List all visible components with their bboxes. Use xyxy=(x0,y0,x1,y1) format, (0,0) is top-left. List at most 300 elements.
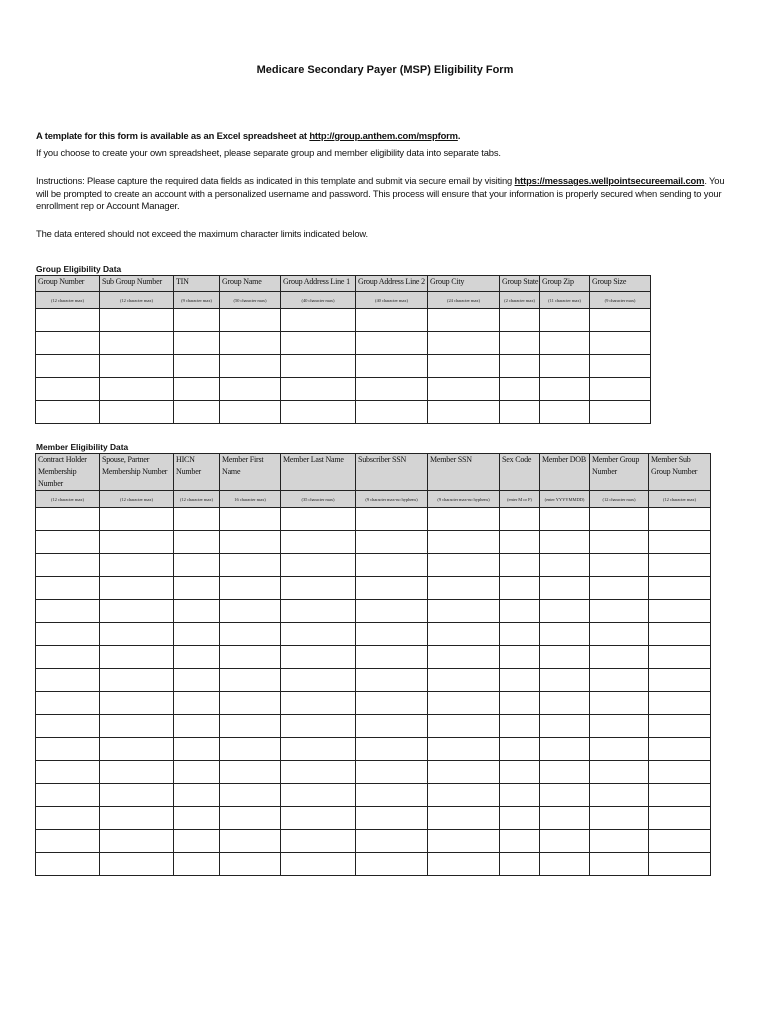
member-entry-cell[interactable] xyxy=(590,738,649,761)
member-entry-cell[interactable] xyxy=(540,531,590,554)
form-title: Medicare Secondary Payer (MSP) Eligibility Form xyxy=(256,64,514,76)
group-entry-cell[interactable] xyxy=(540,355,590,378)
member-entry-cell[interactable] xyxy=(220,646,281,669)
member-entry-cell[interactable] xyxy=(220,531,281,554)
member-entry-cell[interactable] xyxy=(281,669,356,692)
member-column-header: Sex Code xyxy=(500,454,540,491)
member-entry-cell[interactable] xyxy=(500,784,540,807)
group-entry-cell[interactable] xyxy=(281,401,356,424)
member-entry-cell[interactable] xyxy=(428,646,500,669)
member-entry-cell[interactable] xyxy=(36,853,100,876)
member-entry-cell[interactable] xyxy=(356,692,428,715)
member-entry-cell[interactable] xyxy=(540,807,590,830)
group-column-limit: (12 character max) xyxy=(36,292,100,309)
member-entry-cell[interactable] xyxy=(281,761,356,784)
member-table-row xyxy=(36,715,711,738)
member-column-limit: (12 character max) xyxy=(590,491,649,508)
group-column-header: Group City xyxy=(428,276,500,292)
member-entry-cell[interactable] xyxy=(36,669,100,692)
member-table-row xyxy=(36,646,711,669)
member-entry-cell[interactable] xyxy=(174,761,220,784)
group-column-header: Sub Group Number xyxy=(100,276,174,292)
member-entry-cell[interactable] xyxy=(220,715,281,738)
template-text: A template for this form is available as an Excel spreadsheet at xyxy=(36,130,310,141)
member-column-header: Subscriber SSN xyxy=(356,454,428,491)
group-entry-cell[interactable] xyxy=(590,332,651,355)
member-entry-cell[interactable] xyxy=(36,807,100,830)
group-table-row xyxy=(36,355,651,378)
member-entry-cell[interactable] xyxy=(281,830,356,853)
group-entry-cell[interactable] xyxy=(220,355,281,378)
group-table-row xyxy=(36,332,651,355)
member-table-row xyxy=(36,807,711,830)
group-entry-cell[interactable] xyxy=(220,309,281,332)
member-entry-cell[interactable] xyxy=(590,807,649,830)
group-entry-cell[interactable] xyxy=(590,355,651,378)
member-entry-cell[interactable] xyxy=(649,554,711,577)
member-entry-cell[interactable] xyxy=(590,715,649,738)
group-entry-cell[interactable] xyxy=(590,401,651,424)
member-entry-cell[interactable] xyxy=(174,623,220,646)
member-entry-cell[interactable] xyxy=(500,577,540,600)
group-entry-cell[interactable] xyxy=(100,332,174,355)
member-entry-cell[interactable] xyxy=(590,600,649,623)
member-entry-cell[interactable] xyxy=(220,600,281,623)
member-table-row xyxy=(36,830,711,853)
group-column-header: Group Address Line 2 xyxy=(356,276,428,292)
member-entry-cell[interactable] xyxy=(220,807,281,830)
member-entry-cell[interactable] xyxy=(428,807,500,830)
member-entry-cell[interactable] xyxy=(220,761,281,784)
group-column-limit: (2 character max) xyxy=(500,292,540,309)
member-table-row xyxy=(36,600,711,623)
group-entry-cell[interactable] xyxy=(540,332,590,355)
member-entry-cell[interactable] xyxy=(500,761,540,784)
member-entry-cell[interactable] xyxy=(590,554,649,577)
group-entry-cell[interactable] xyxy=(356,309,428,332)
member-entry-cell[interactable] xyxy=(649,784,711,807)
member-table-row xyxy=(36,554,711,577)
member-entry-cell[interactable] xyxy=(540,761,590,784)
member-entry-cell[interactable] xyxy=(281,623,356,646)
member-entry-cell[interactable] xyxy=(356,669,428,692)
group-entry-cell[interactable] xyxy=(540,378,590,401)
member-entry-cell[interactable] xyxy=(540,669,590,692)
group-entry-cell[interactable] xyxy=(36,378,100,401)
member-entry-cell[interactable] xyxy=(540,508,590,531)
group-entry-cell[interactable] xyxy=(100,378,174,401)
member-column-header: Member Group Number xyxy=(590,454,649,491)
member-column-limit: (enter M or F) xyxy=(500,491,540,508)
member-entry-cell[interactable] xyxy=(540,554,590,577)
member-entry-cell[interactable] xyxy=(649,669,711,692)
member-entry-cell[interactable] xyxy=(220,554,281,577)
member-entry-cell[interactable] xyxy=(500,738,540,761)
group-entry-cell[interactable] xyxy=(428,355,500,378)
group-entry-cell[interactable] xyxy=(281,332,356,355)
group-entry-cell[interactable] xyxy=(356,355,428,378)
template-link[interactable]: http://group.anthem.com/mspform xyxy=(309,130,458,141)
member-entry-cell[interactable] xyxy=(590,830,649,853)
group-entry-cell[interactable] xyxy=(100,401,174,424)
group-entry-cell[interactable] xyxy=(500,378,540,401)
group-entry-cell[interactable] xyxy=(540,309,590,332)
member-entry-cell[interactable] xyxy=(281,807,356,830)
member-column-limit: (12 character max) xyxy=(174,491,220,508)
member-entry-cell[interactable] xyxy=(174,692,220,715)
member-entry-cell[interactable] xyxy=(174,715,220,738)
member-entry-cell[interactable] xyxy=(590,531,649,554)
member-entry-cell[interactable] xyxy=(428,692,500,715)
member-entry-cell[interactable] xyxy=(649,738,711,761)
member-entry-cell[interactable] xyxy=(590,646,649,669)
member-entry-cell[interactable] xyxy=(500,646,540,669)
member-entry-cell[interactable] xyxy=(590,508,649,531)
group-column-header: Group State xyxy=(500,276,540,292)
member-entry-cell[interactable] xyxy=(356,761,428,784)
group-entry-cell[interactable] xyxy=(174,332,220,355)
member-entry-cell[interactable] xyxy=(649,531,711,554)
member-entry-cell[interactable] xyxy=(36,761,100,784)
member-entry-cell[interactable] xyxy=(428,853,500,876)
member-column-header: Member Last Name xyxy=(281,454,356,491)
group-entry-cell[interactable] xyxy=(590,378,651,401)
member-entry-cell[interactable] xyxy=(540,623,590,646)
member-entry-cell[interactable] xyxy=(281,577,356,600)
group-column-limit: (9 character max) xyxy=(590,292,651,309)
member-entry-cell[interactable] xyxy=(281,853,356,876)
template-note xyxy=(36,130,736,143)
group-column-header: Group Address Line 1 xyxy=(281,276,356,292)
member-entry-cell[interactable] xyxy=(281,692,356,715)
member-table-row xyxy=(36,531,711,554)
member-entry-cell[interactable] xyxy=(174,646,220,669)
member-entry-cell[interactable] xyxy=(590,853,649,876)
instructions-text-b: . You will be prompted to create an account with a personalized username and password. This process will ensure that your information is properly secured when sending to your enrollment rep or Account Manager. xyxy=(36,175,725,211)
member-entry-cell[interactable] xyxy=(500,669,540,692)
member-column-header: HICN Number xyxy=(174,454,220,491)
member-entry-cell[interactable] xyxy=(36,784,100,807)
group-entry-cell[interactable] xyxy=(356,332,428,355)
member-entry-cell[interactable] xyxy=(356,853,428,876)
group-header-row xyxy=(36,276,651,292)
member-entry-cell[interactable] xyxy=(500,623,540,646)
member-entry-cell[interactable] xyxy=(100,692,174,715)
member-entry-cell[interactable] xyxy=(590,784,649,807)
member-entry-cell[interactable] xyxy=(649,577,711,600)
group-entry-cell[interactable] xyxy=(590,309,651,332)
member-entry-cell[interactable] xyxy=(100,738,174,761)
member-column-header: Member SSN xyxy=(428,454,500,491)
group-entry-cell[interactable] xyxy=(356,401,428,424)
member-entry-cell[interactable] xyxy=(36,830,100,853)
member-column-limit: (12 character max) xyxy=(100,491,174,508)
group-column-header: Group Name xyxy=(220,276,281,292)
member-entry-cell[interactable] xyxy=(428,508,500,531)
member-entry-cell[interactable] xyxy=(540,577,590,600)
member-entry-cell[interactable] xyxy=(649,646,711,669)
member-entry-cell[interactable] xyxy=(356,738,428,761)
member-entry-cell[interactable] xyxy=(649,623,711,646)
member-entry-cell[interactable] xyxy=(428,784,500,807)
member-entry-cell[interactable] xyxy=(174,577,220,600)
member-entry-cell[interactable] xyxy=(281,784,356,807)
member-limit-row xyxy=(36,491,711,508)
group-column-limit: (11 character max) xyxy=(540,292,590,309)
member-table-row xyxy=(36,669,711,692)
group-table-row xyxy=(36,401,651,424)
member-entry-cell[interactable] xyxy=(428,554,500,577)
member-entry-cell[interactable] xyxy=(281,600,356,623)
member-entry-cell[interactable] xyxy=(540,830,590,853)
member-entry-cell[interactable] xyxy=(540,600,590,623)
group-entry-cell[interactable] xyxy=(281,355,356,378)
member-entry-cell[interactable] xyxy=(356,807,428,830)
member-entry-cell[interactable] xyxy=(174,600,220,623)
member-entry-cell[interactable] xyxy=(36,738,100,761)
separate-note: If you choose to create your own spreadsheet, please separate group and member eligibility data into separate tabs. xyxy=(36,147,501,158)
group-entry-cell[interactable] xyxy=(500,355,540,378)
group-entry-cell[interactable] xyxy=(500,332,540,355)
group-entry-cell[interactable] xyxy=(356,378,428,401)
member-entry-cell[interactable] xyxy=(428,531,500,554)
member-entry-cell[interactable] xyxy=(100,761,174,784)
member-entry-cell[interactable] xyxy=(500,692,540,715)
group-column-header: Group Zip xyxy=(540,276,590,292)
member-column-header: Member Sub Group Number xyxy=(649,454,711,491)
member-entry-cell[interactable] xyxy=(428,669,500,692)
member-entry-cell[interactable] xyxy=(100,853,174,876)
member-entry-cell[interactable] xyxy=(428,761,500,784)
member-entry-cell[interactable] xyxy=(500,715,540,738)
member-header-row xyxy=(36,454,711,491)
member-entry-cell[interactable] xyxy=(100,531,174,554)
group-entry-cell[interactable] xyxy=(428,378,500,401)
member-entry-cell[interactable] xyxy=(540,646,590,669)
member-entry-cell[interactable] xyxy=(428,600,500,623)
member-entry-cell[interactable] xyxy=(356,531,428,554)
group-entry-cell[interactable] xyxy=(174,378,220,401)
member-table-row xyxy=(36,508,711,531)
member-entry-cell[interactable] xyxy=(220,784,281,807)
member-entry-cell[interactable] xyxy=(428,715,500,738)
member-entry-cell[interactable] xyxy=(649,761,711,784)
member-entry-cell[interactable] xyxy=(356,646,428,669)
group-entry-cell[interactable] xyxy=(36,401,100,424)
member-entry-cell[interactable] xyxy=(220,623,281,646)
member-entry-cell[interactable] xyxy=(540,853,590,876)
member-entry-cell[interactable] xyxy=(649,508,711,531)
group-column-header: Group Number xyxy=(36,276,100,292)
group-entry-cell[interactable] xyxy=(100,309,174,332)
member-entry-cell[interactable] xyxy=(100,830,174,853)
group-entry-cell[interactable] xyxy=(174,355,220,378)
member-column-header: Member First Name xyxy=(220,454,281,491)
member-entry-cell[interactable] xyxy=(590,577,649,600)
member-entry-cell[interactable] xyxy=(100,715,174,738)
group-eligibility-table xyxy=(35,275,651,424)
member-entry-cell[interactable] xyxy=(428,577,500,600)
group-entry-cell[interactable] xyxy=(36,355,100,378)
member-entry-cell[interactable] xyxy=(100,623,174,646)
member-entry-cell[interactable] xyxy=(356,600,428,623)
template-end: . xyxy=(457,130,461,141)
member-entry-cell[interactable] xyxy=(36,692,100,715)
member-entry-cell[interactable] xyxy=(590,623,649,646)
member-column-limit: (9 character max-no hyphens) xyxy=(428,491,500,508)
member-table-row xyxy=(36,577,711,600)
member-entry-cell[interactable] xyxy=(428,830,500,853)
member-entry-cell[interactable] xyxy=(100,784,174,807)
member-entry-cell[interactable] xyxy=(220,669,281,692)
member-entry-cell[interactable] xyxy=(356,554,428,577)
member-entry-cell[interactable] xyxy=(540,784,590,807)
member-entry-cell[interactable] xyxy=(220,577,281,600)
member-entry-cell[interactable] xyxy=(281,554,356,577)
member-entry-cell[interactable] xyxy=(500,830,540,853)
group-entry-cell[interactable] xyxy=(100,355,174,378)
member-entry-cell[interactable] xyxy=(36,554,100,577)
member-eligibility-table xyxy=(35,453,711,876)
group-column-header: Group Size xyxy=(590,276,651,292)
member-column-limit: (12 character max) xyxy=(36,491,100,508)
group-entry-cell[interactable] xyxy=(220,401,281,424)
member-entry-cell[interactable] xyxy=(174,853,220,876)
member-entry-cell[interactable] xyxy=(174,669,220,692)
member-entry-cell[interactable] xyxy=(36,577,100,600)
group-entry-cell[interactable] xyxy=(428,332,500,355)
member-entry-cell[interactable] xyxy=(36,646,100,669)
member-entry-cell[interactable] xyxy=(220,508,281,531)
member-entry-cell[interactable] xyxy=(590,761,649,784)
member-entry-cell[interactable] xyxy=(590,692,649,715)
member-entry-cell[interactable] xyxy=(100,669,174,692)
member-entry-cell[interactable] xyxy=(500,600,540,623)
group-column-limit: (12 character max) xyxy=(100,292,174,309)
member-entry-cell[interactable] xyxy=(500,531,540,554)
member-entry-cell[interactable] xyxy=(649,853,711,876)
member-table-row xyxy=(36,784,711,807)
member-entry-cell[interactable] xyxy=(100,508,174,531)
member-entry-cell[interactable] xyxy=(500,508,540,531)
group-column-limit: (50 character max) xyxy=(220,292,281,309)
member-entry-cell[interactable] xyxy=(220,853,281,876)
member-entry-cell[interactable] xyxy=(281,646,356,669)
member-entry-cell[interactable] xyxy=(36,508,100,531)
member-entry-cell[interactable] xyxy=(174,531,220,554)
member-entry-cell[interactable] xyxy=(100,600,174,623)
group-section-label: Group Eligibility Data xyxy=(36,264,122,274)
member-entry-cell[interactable] xyxy=(174,784,220,807)
group-entry-cell[interactable] xyxy=(540,401,590,424)
group-entry-cell[interactable] xyxy=(428,401,500,424)
member-entry-cell[interactable] xyxy=(649,600,711,623)
member-entry-cell[interactable] xyxy=(100,807,174,830)
member-entry-cell[interactable] xyxy=(649,715,711,738)
member-entry-cell[interactable] xyxy=(220,830,281,853)
member-entry-cell[interactable] xyxy=(356,577,428,600)
member-entry-cell[interactable] xyxy=(500,853,540,876)
group-table-row xyxy=(36,378,651,401)
member-entry-cell[interactable] xyxy=(428,738,500,761)
group-limit-row xyxy=(36,292,651,309)
group-entry-cell[interactable] xyxy=(500,401,540,424)
member-entry-cell[interactable] xyxy=(649,692,711,715)
group-entry-cell[interactable] xyxy=(36,332,100,355)
member-column-limit: (9 character max-no hyphens) xyxy=(356,491,428,508)
member-entry-cell[interactable] xyxy=(356,830,428,853)
member-entry-cell[interactable] xyxy=(428,623,500,646)
member-entry-cell[interactable] xyxy=(174,830,220,853)
instructions-text-a: Instructions: Please capture the required data fields as indicated in this template and submit via secure email by visiting xyxy=(36,175,515,186)
member-entry-cell[interactable] xyxy=(281,508,356,531)
group-entry-cell[interactable] xyxy=(428,309,500,332)
secure-email-link[interactable]: https://messages.wellpointsecureemail.com xyxy=(514,175,705,186)
group-entry-cell[interactable] xyxy=(500,309,540,332)
member-entry-cell[interactable] xyxy=(36,600,100,623)
member-entry-cell[interactable] xyxy=(500,807,540,830)
member-column-limit: 16 character max) xyxy=(220,491,281,508)
member-column-limit: (enter YYYYMMDD) xyxy=(540,491,590,508)
member-entry-cell[interactable] xyxy=(649,807,711,830)
group-entry-cell[interactable] xyxy=(281,378,356,401)
member-entry-cell[interactable] xyxy=(540,715,590,738)
member-entry-cell[interactable] xyxy=(649,830,711,853)
member-entry-cell[interactable] xyxy=(220,692,281,715)
member-entry-cell[interactable] xyxy=(500,554,540,577)
group-entry-cell[interactable] xyxy=(220,378,281,401)
group-entry-cell[interactable] xyxy=(174,401,220,424)
member-entry-cell[interactable] xyxy=(356,715,428,738)
member-entry-cell[interactable] xyxy=(100,646,174,669)
member-entry-cell[interactable] xyxy=(174,508,220,531)
member-entry-cell[interactable] xyxy=(356,508,428,531)
member-entry-cell[interactable] xyxy=(36,623,100,646)
member-column-header: Spouse, Partner Membership Number xyxy=(100,454,174,491)
member-entry-cell[interactable] xyxy=(281,715,356,738)
member-entry-cell[interactable] xyxy=(281,738,356,761)
member-entry-cell[interactable] xyxy=(220,738,281,761)
group-entry-cell[interactable] xyxy=(281,309,356,332)
member-entry-cell[interactable] xyxy=(36,715,100,738)
member-table-row xyxy=(36,692,711,715)
member-column-limit: (35 character max) xyxy=(281,491,356,508)
member-entry-cell[interactable] xyxy=(356,784,428,807)
member-column-limit: (12 character max) xyxy=(649,491,711,508)
member-entry-cell[interactable] xyxy=(281,531,356,554)
member-entry-cell[interactable] xyxy=(356,623,428,646)
member-table-row xyxy=(36,761,711,784)
member-section-label: Member Eligibility Data xyxy=(36,442,129,452)
group-entry-cell[interactable] xyxy=(220,332,281,355)
member-entry-cell[interactable] xyxy=(174,738,220,761)
group-column-limit: (9 character max) xyxy=(174,292,220,309)
group-column-limit: (40 character max) xyxy=(356,292,428,309)
group-table-row xyxy=(36,309,651,332)
member-entry-cell[interactable] xyxy=(100,554,174,577)
group-entry-cell[interactable] xyxy=(36,309,100,332)
group-entry-cell[interactable] xyxy=(174,309,220,332)
member-entry-cell[interactable] xyxy=(174,807,220,830)
group-column-limit: (24 character max) xyxy=(428,292,500,309)
instructions xyxy=(36,175,736,213)
member-entry-cell[interactable] xyxy=(540,692,590,715)
member-entry-cell[interactable] xyxy=(540,738,590,761)
member-entry-cell[interactable] xyxy=(100,577,174,600)
member-entry-cell[interactable] xyxy=(590,669,649,692)
member-entry-cell[interactable] xyxy=(174,554,220,577)
member-entry-cell[interactable] xyxy=(36,531,100,554)
